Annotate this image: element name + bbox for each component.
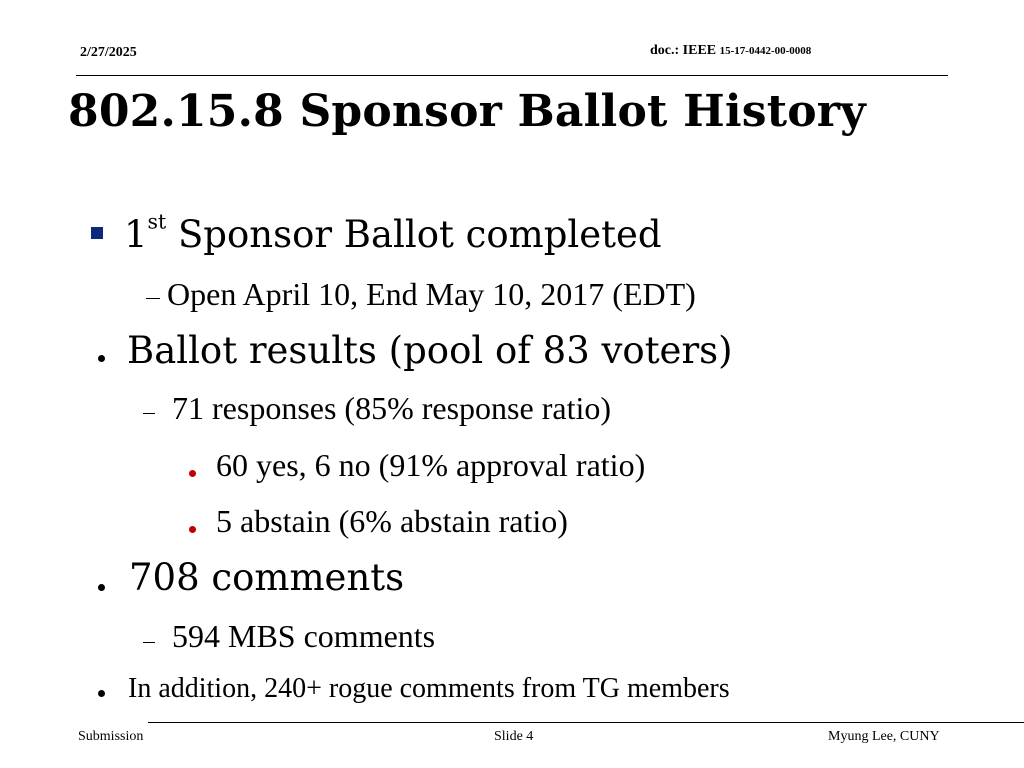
- dash-bullet-icon: [143, 642, 155, 643]
- dash-bullet-icon: [146, 298, 160, 299]
- footer-divider: [148, 722, 1024, 723]
- footer-slide-number: Slide 4: [494, 729, 534, 744]
- footer-author: Myung Lee, CUNY: [828, 729, 940, 744]
- red-bullet-icon: [189, 470, 196, 477]
- slide-title: 802.15.8 Sponsor Ballot History: [68, 86, 866, 137]
- square-bullet-icon: [91, 227, 103, 239]
- bullet-item-rogue-comments: In addition, 240+ rogue comments from TG members: [128, 673, 730, 704]
- header-doc-id: [650, 43, 811, 59]
- red-bullet-icon: [189, 526, 196, 533]
- sub-sub-item-abstain: 5 abstain (6% abstain ratio): [216, 503, 568, 539]
- bullet-item-ballot-results: Ballot results (pool of 83 voters): [127, 329, 733, 372]
- footer-submission: Submission: [78, 729, 144, 744]
- bullet-item-sponsor-ballot: [124, 209, 662, 256]
- header-divider: [76, 75, 948, 76]
- dash-bullet-icon: [143, 413, 155, 414]
- round-bullet-icon: [98, 584, 105, 591]
- header-date: 2/27/2025: [80, 45, 137, 60]
- sub-item-responses: 71 responses (85% response ratio): [172, 390, 611, 426]
- ordinal-number: 1: [124, 213, 148, 256]
- sub-sub-item-approval: 60 yes, 6 no (91% approval ratio): [216, 447, 646, 483]
- round-bullet-icon: [98, 690, 105, 697]
- bullet-text: Sponsor Ballot completed: [177, 213, 662, 256]
- bullet-item-comments: 708 comments: [129, 556, 405, 599]
- sub-item-mbs-comments: 594 MBS comments: [172, 618, 436, 654]
- sub-item-ballot-dates: Open April 10, End May 10, 2017 (EDT): [167, 276, 696, 312]
- ordinal-suffix: st: [147, 209, 167, 234]
- doc-number: 15-17-0442-00-0008: [719, 45, 812, 57]
- round-bullet-icon: [98, 355, 105, 362]
- doc-prefix: doc.: IEEE: [650, 43, 717, 58]
